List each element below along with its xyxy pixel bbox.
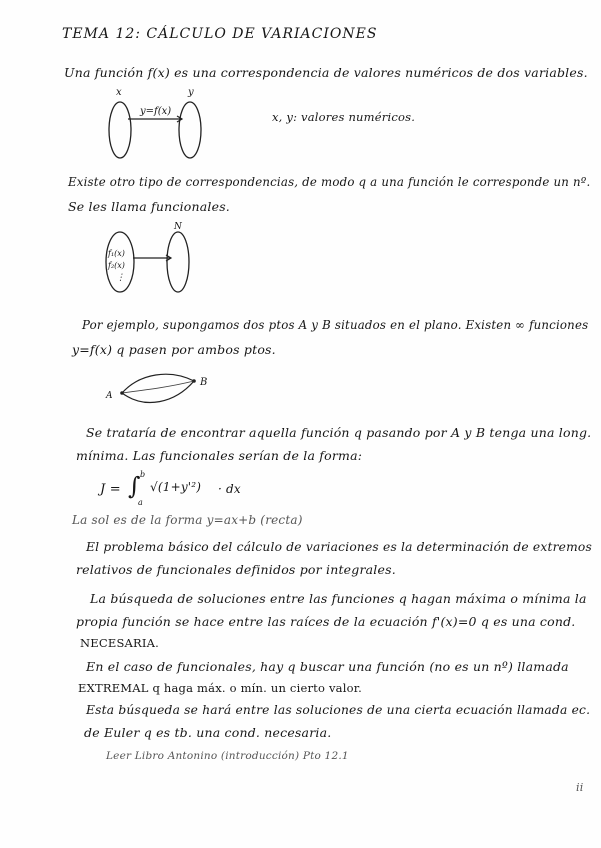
paragraph-minimum-line2: mínima. Las funcionales serían de la forma:: [76, 448, 363, 463]
integral-sign: ∫: [128, 472, 141, 500]
upper-limit: b: [140, 470, 146, 479]
function-mapping-diagram: [100, 85, 250, 165]
x-label: x: [116, 87, 122, 98]
b-label: B: [200, 377, 208, 388]
n-label: N: [174, 222, 182, 232]
paragraph-solution: La sol es de la forma y=ax+b (recta): [72, 513, 303, 527]
f2-label: f₂(x): [108, 261, 125, 270]
functional-formula: [100, 470, 250, 510]
point-a: [120, 391, 124, 395]
f1-label: f₁(x): [108, 249, 125, 258]
paragraph-example-line2: y=f(x) q pasen por ambos ptos.: [72, 342, 276, 357]
dots-label: ⋮: [116, 273, 125, 283]
integrand: √(1+y'²): [150, 480, 202, 494]
lower-limit: a: [138, 498, 143, 507]
paragraph-function-definition: Una función f(x) es una correspondencia de valores numéricos de dos variables.: [64, 65, 588, 80]
paragraph-basic-problem-line1: El problema básico del cálculo de variaciones es la determinación de extremos: [86, 540, 592, 554]
paragraph-functionals-line1: Existe otro tipo de correspondencias, de modo q a una función le corresponde un nº.: [68, 175, 591, 189]
paragraph-example-line1: Por ejemplo, supongamos dos ptos A y B situados en el plano. Existen ∞ funciones: [82, 318, 589, 332]
domain-set-oval: [109, 102, 131, 158]
paragraph-search-line3: NECESARIA.: [80, 636, 159, 650]
paragraph-search-line2: propia función se hace entre las raíces de la ecuación f'(x)=0 q es una cond.: [76, 614, 576, 629]
page-mark: ii: [576, 781, 584, 794]
paragraph-functionals-line2: Se les llama funcionales.: [68, 199, 230, 214]
curves-diagram: [100, 365, 220, 415]
a-label: A: [106, 391, 113, 401]
differential: · dx: [218, 482, 241, 496]
paragraph-minimum-line1: Se trataría de encontrar aquella función q pasando por A y B tenga una long.: [86, 425, 592, 440]
codomain-set-oval: [179, 102, 201, 158]
point-b: [192, 379, 196, 383]
paragraph-extremal-line2: EXTREMAL q haga máx. o mín. un cierto valor.: [78, 681, 363, 695]
paragraph-search-line1: La búsqueda de soluciones entre las funciones q hagan máxima o mínima la: [90, 591, 587, 606]
functional-mapping-diagram: [100, 220, 210, 300]
paragraph-extremal-line1: En el caso de funcionales, hay q buscar una función (no es un nº) llamada: [86, 659, 569, 674]
reading-reference: Leer Libro Antonino (introducción) Pto 12.1: [106, 750, 349, 762]
numbers-set-oval: [167, 232, 189, 292]
paragraph-basic-problem-line2: relativos de funcionales definidos por integrales.: [76, 562, 396, 577]
diagram-note: x, y: valores numéricos.: [272, 110, 416, 124]
formula-lhs: J =: [100, 482, 121, 497]
paragraph-euler-line2: de Euler q es tb. una cond. necesaria.: [84, 725, 332, 740]
paragraph-euler-line1: Esta búsqueda se hará entre las soluciones de una cierta ecuación llamada ec.: [86, 703, 591, 717]
page-title: TEMA 12: CÁLCULO DE VARIACIONES: [62, 26, 378, 42]
arrow-label: y=f(x): [140, 106, 172, 117]
y-label: y: [188, 87, 194, 98]
